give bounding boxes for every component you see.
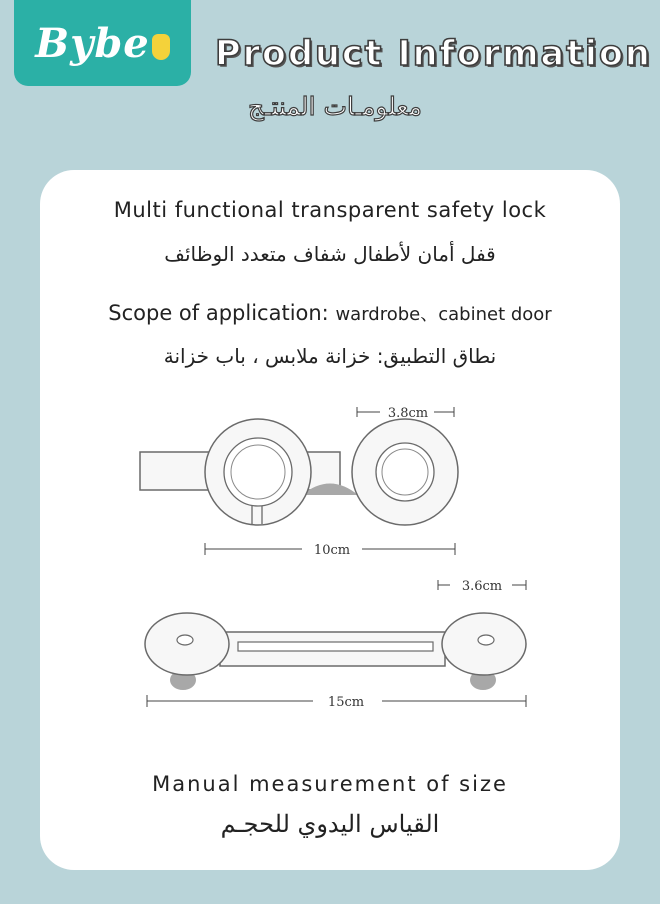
footer-text: Manual measurement of size xyxy=(152,772,508,796)
logo-text: Bybe xyxy=(35,19,150,67)
dimension-width-long xyxy=(438,579,526,594)
scope-arabic: نطاق التطبيق: خزانة ملابس ، باب خزانة xyxy=(163,344,497,368)
lock-diagram-long xyxy=(145,613,526,690)
dim-label-length-long: 15cm xyxy=(327,695,365,710)
product-name: Multi functional transparent safety lock xyxy=(113,198,547,222)
scope-label: Scope of application: xyxy=(108,301,329,325)
footer-arabic: القياس اليدوي للحجـم xyxy=(220,810,440,838)
dimension-length-short xyxy=(205,543,455,558)
dim-label-width-short: 3.8cm xyxy=(387,406,429,421)
lock-diagram-short xyxy=(140,419,458,525)
bottle-icon xyxy=(152,34,170,60)
page-title: Product Information xyxy=(215,34,652,74)
dimension-width-short xyxy=(357,406,454,421)
brand-logo xyxy=(14,0,191,86)
scope-value: wardrobe、cabinet door xyxy=(335,304,552,325)
dim-label-width-long: 3.6cm xyxy=(461,579,503,594)
dimension-length-long xyxy=(147,695,526,710)
size-diagram xyxy=(40,170,620,870)
page-title-arabic: معلومـات المنتـج xyxy=(247,92,423,121)
dim-label-length-short: 10cm xyxy=(313,543,351,558)
product-name-arabic: قفل أمان لأطفال شفاف متعدد الوظائف xyxy=(164,242,496,266)
product-info-card xyxy=(40,170,620,870)
